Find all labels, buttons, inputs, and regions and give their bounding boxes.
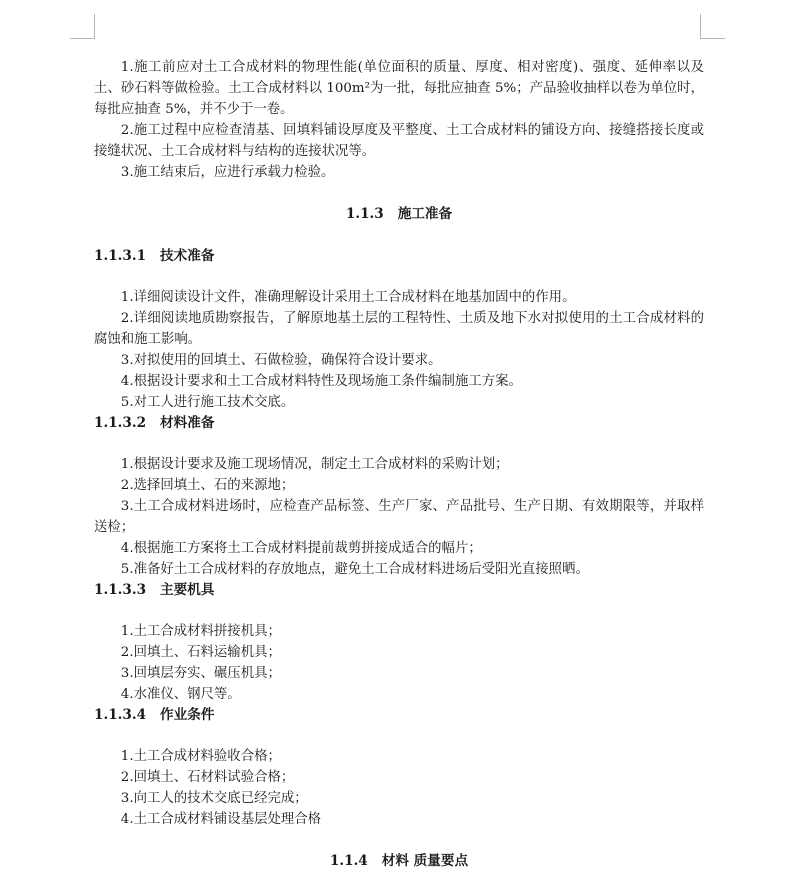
list-item: 4.根据施工方案将土工合成材料提前裁剪拼接成适合的幅片； [120, 541, 482, 556]
list-item: 5.准备好土工合成材料的存放地点，避免土工合成材料进场后受阳光直接照晒。 [120, 562, 589, 577]
subsection-heading-1-1-3-4 [94, 705, 704, 726]
subsection-title: 材料准备 [160, 415, 215, 431]
intro-paragraph: 3.施工结束后，应进行承载力检验。 [120, 165, 335, 180]
page-corner-mark-top-right [700, 14, 725, 39]
document-body [94, 57, 704, 872]
list-item: 3.对拟使用的回填土、石做检验，确保符合设计要求。 [120, 353, 442, 368]
section-heading-1-1-3 [94, 204, 704, 225]
section-title: 材料 质量要点 [381, 853, 469, 869]
list-item: 2.选择回填土、石的来源地； [120, 478, 295, 493]
list-item: 3.回填层夯实、碾压机具； [120, 666, 281, 681]
list-item: 2.详细阅读地质勘察报告，了解原地基土层的工程特性、土质及地下水对拟使用的土工合成材料的腐蚀和施工影响。 [94, 311, 704, 347]
list-item: 1.根据设计要求及施工现场情况，制定土工合成材料的采购计划； [120, 457, 509, 472]
section-number: 1.1.4 [329, 853, 368, 869]
list-item: 1.土工合成材料拼接机具； [120, 624, 281, 639]
subsection-number: 1.1.3.4 [94, 707, 147, 723]
list-item: 5.对工人进行施工技术交底。 [120, 395, 295, 410]
list-item: 2.回填土、石材料试验合格； [120, 770, 295, 785]
list-item: 4.土工合成材料铺设基层处理合格 [120, 812, 322, 827]
subsection-number: 1.1.3.3 [94, 582, 147, 598]
list-item: 1.土工合成材料验收合格； [120, 749, 281, 764]
list-item: 1.详细阅读设计文件，准确理解设计采用土工合成材料在地基加固中的作用。 [120, 290, 576, 305]
list-item: 3.向工人的技术交底已经完成； [120, 791, 308, 806]
subsection-title: 主要机具 [160, 582, 215, 598]
intro-paragraph: 1.施工前应对土工合成材料的物理性能(单位面积的质量、厚度、相对密度)、强度、延伸率以及土、砂石料等做检验。土工合成材料以 100m²为一批，每批应抽查 5%；产品验收抽样以卷为单位时，每批应抽查 5%，并不少于一卷。 [94, 60, 704, 117]
section-title: 施工准备 [397, 206, 453, 222]
subsection-heading-1-1-3-1 [94, 246, 704, 267]
list-item: 3.土工合成材料进场时，应检查产品标签、生产厂家、产品批号、生产日期、有效期限等，并取样送检； [94, 499, 704, 535]
subsection-title: 技术准备 [160, 248, 215, 264]
subsection-number: 1.1.3.1 [94, 248, 147, 264]
list-item: 4.根据设计要求和土工合成材料特性及现场施工条件编制施工方案。 [120, 374, 522, 389]
list-item: 2.回填土、石料运输机具； [120, 645, 281, 660]
section-number: 1.1.3 [345, 206, 384, 222]
page-corner-mark-top-left [70, 14, 95, 39]
subsection-heading-1-1-3-2 [94, 413, 704, 434]
list-item: 4.水准仪、钢尺等。 [120, 687, 241, 702]
subsection-title: 作业条件 [160, 707, 215, 723]
subsection-heading-1-1-3-3 [94, 580, 704, 601]
subsection-number: 1.1.3.2 [94, 415, 147, 431]
intro-paragraph: 2.施工过程中应检查清基、回填料铺设厚度及平整度、土工合成材料的铺设方向、接缝搭接长度或接缝状况、土工合成材料与结构的连接状况等。 [94, 123, 704, 159]
section-heading-1-1-4 [94, 851, 704, 872]
